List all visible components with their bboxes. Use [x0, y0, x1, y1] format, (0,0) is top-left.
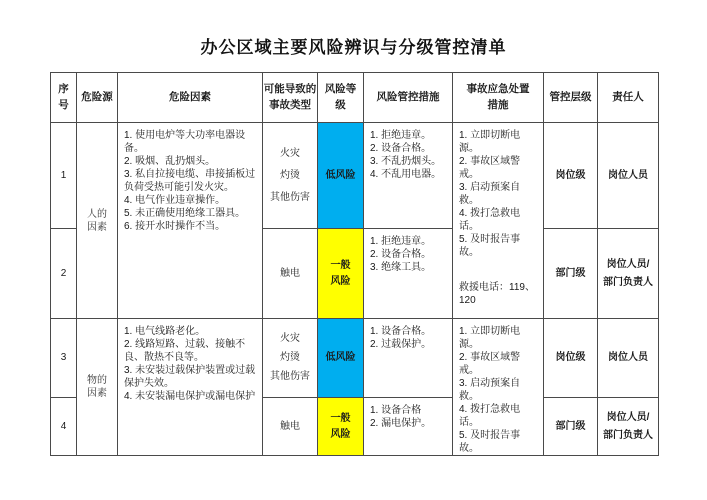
row1-no: 1 [51, 123, 77, 229]
col-header-hazard-factor: 危险因素 [118, 73, 263, 123]
row4-control-level: 部门级 [544, 397, 598, 455]
row4-control-measures: 1. 设备合格 2. 漏电保护。 [364, 397, 453, 455]
hazard-source-human: 人的 因素 [77, 123, 118, 319]
table-row-1 [51, 123, 659, 229]
rescue-phone: 救援电话：119、120 [459, 282, 535, 306]
col-header-emergency-measures: 事故应急处置 措施 [453, 73, 544, 123]
row2-risk-level-badge: 一般 风险 [318, 229, 364, 319]
table-row-3 [51, 319, 659, 398]
col-header-no: 序 号 [51, 73, 77, 123]
row3-accident-types: 火灾 灼烫 其他伤害 [263, 319, 318, 398]
emergency-measures-group1: 1. 立即切断电源。 2. 事故区域警戒。 3. 启动预案自救。 4. 拨打急救电话。 5. 及时报告事故。 救援电话：119、120 [453, 123, 544, 319]
hazard-factors-human: 1. 使用电炉等大功率电器设备。 2. 吸烟、乱扔烟头。 3. 私自拉接电缆、串接插板过负荷受热可能引发火灾。 4. 电气作业违章操作。 5. 未正确使用绝缘工器具。 6. 接开水时操作不当。 [118, 123, 263, 319]
row2-no: 2 [51, 229, 77, 319]
row2-responsible: 岗位人员/ 部门负责人 [598, 229, 659, 319]
emergency-measures-group2: 1. 立即切断电源。 2. 事故区域警戒。 3. 启动预案自救。 4. 拨打急救电话。 5. 及时报告事故。 [453, 319, 544, 456]
col-header-risk-level: 风险等 级 [318, 73, 364, 123]
row4-no: 4 [51, 397, 77, 455]
row1-responsible: 岗位人员 [598, 123, 659, 229]
col-header-control-level: 管控层级 [544, 73, 598, 123]
col-header-control-measures: 风险管控措施 [364, 73, 453, 123]
row3-risk-level-badge: 低风险 [318, 319, 364, 398]
hazard-source-material: 物的 因素 [77, 319, 118, 456]
col-header-hazard-source: 危险源 [77, 73, 118, 123]
page-title: 办公区域主要风险辨识与分级管控清单 [200, 38, 507, 57]
row4-risk-level-badge: 一般 风险 [318, 397, 364, 455]
row1-risk-level-badge: 低风险 [318, 123, 364, 229]
row2-control-measures: 1. 拒绝违章。 2. 设备合格。 3. 绝缘工具。 [364, 229, 453, 319]
row2-control-level: 部门级 [544, 229, 598, 319]
row1-control-level: 岗位级 [544, 123, 598, 229]
col-header-accident-type: 可能导致的 事故类型 [263, 73, 318, 123]
row3-control-measures: 1. 设备合格。 2. 过载保护。 [364, 319, 453, 398]
table-header-row [51, 73, 659, 123]
row2-accident-types: 触电 [263, 229, 318, 319]
col-header-responsible: 责任人 [598, 73, 659, 123]
row3-control-level: 岗位级 [544, 319, 598, 398]
hazard-factors-material: 1. 电气线路老化。 2. 线路短路、过载、接触不良、散热不良等。 3. 未安装过载保护装置或过载保护失效。 4. 未安装漏电保护或漏电保护 [118, 319, 263, 456]
row3-responsible: 岗位人员 [598, 319, 659, 398]
row4-accident-types: 触电 [263, 397, 318, 455]
risk-control-table [50, 72, 659, 456]
row3-no: 3 [51, 319, 77, 398]
row4-responsible: 岗位人员/ 部门负责人 [598, 397, 659, 455]
row1-control-measures: 1. 拒绝违章。 2. 设备合格。 3. 不乱扔烟头。 4. 不乱用电器。 [364, 123, 453, 229]
row1-accident-types: 火灾 灼烫 其他伤害 [263, 123, 318, 229]
